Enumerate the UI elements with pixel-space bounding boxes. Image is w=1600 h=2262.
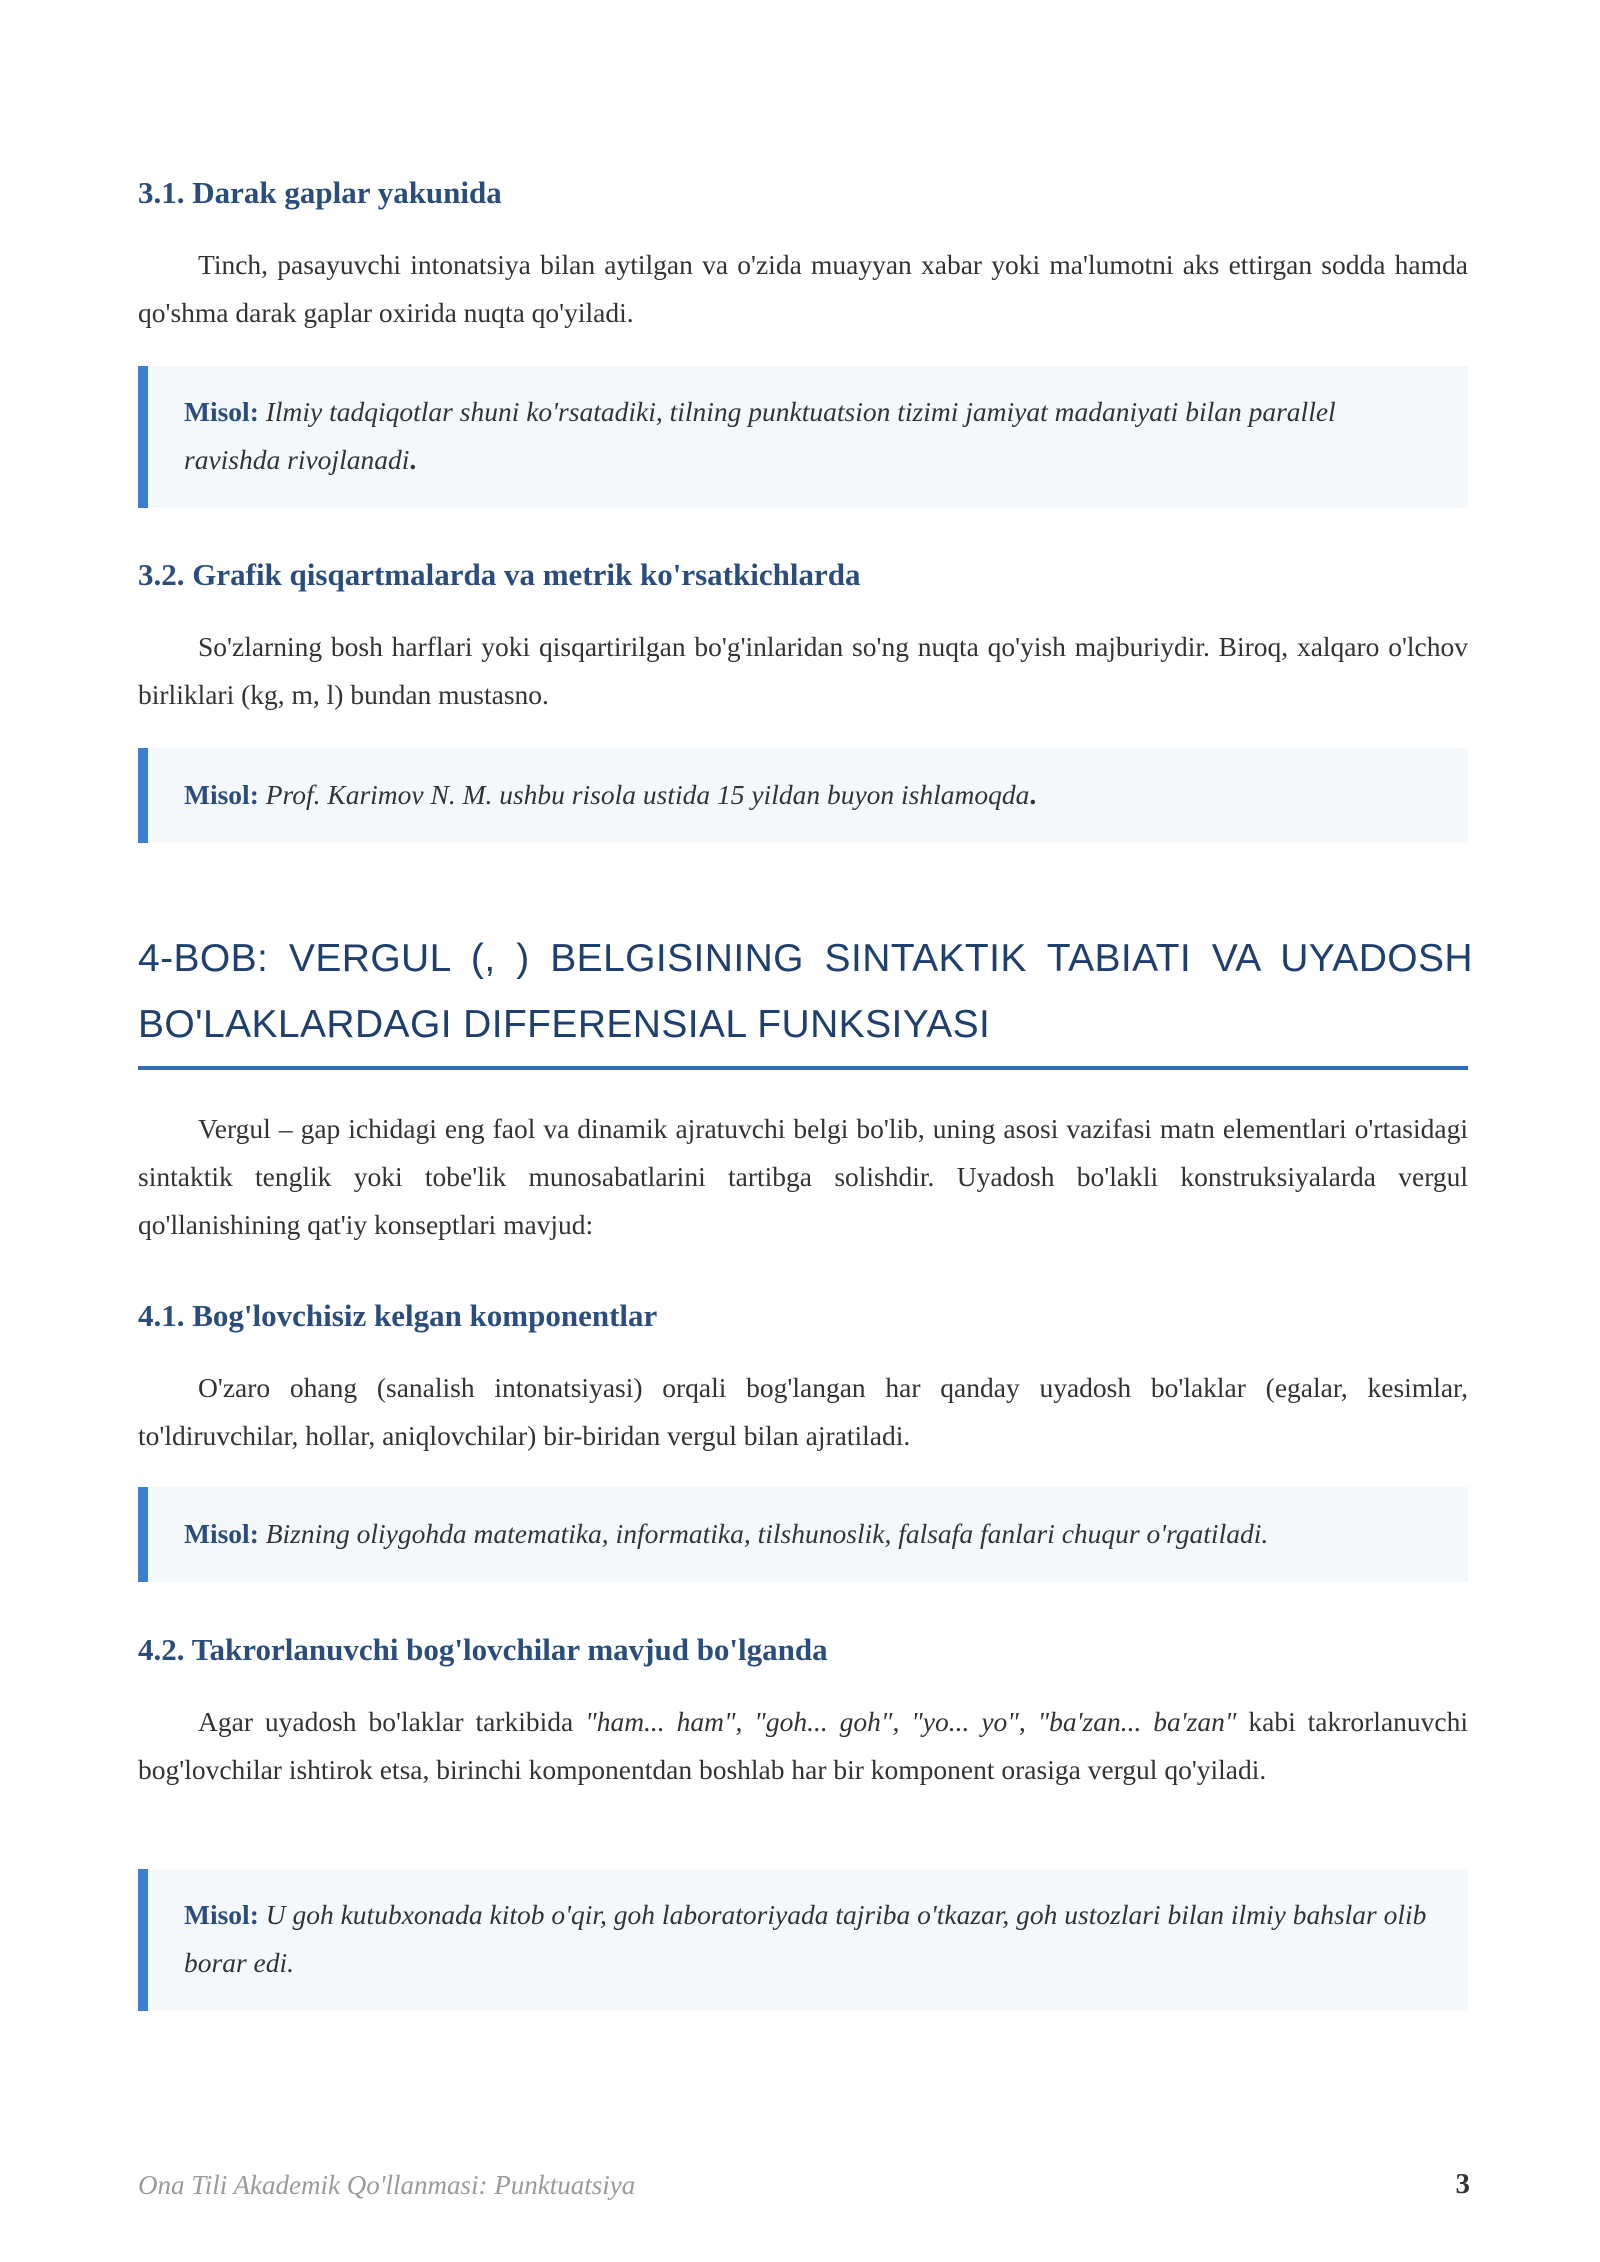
section-heading-4-2-text: 4.2. Takrorlanuvchi bog'lovchilar mavjud bo'lganda — [138, 1632, 828, 1667]
example-text: Ilmiy tadqiqotlar shuni ko'rsatadiki, tilning punktuatsion tizimi jamiyat madaniyati bilan parallel ravishda rivojlanadi — [184, 396, 1336, 475]
example-box-3-2 — [138, 748, 1468, 843]
example-label: Misol: — [184, 396, 259, 427]
section-heading-3-2: 3.2. Grafik qisqartmalarda va metrik ko'rsatkichlarda — [138, 557, 861, 592]
paragraph-4-2-quoted-conjunctions: "ham... ham", "goh... goh", "yo... yo", "ba'zan... ba'zan" — [585, 1706, 1237, 1737]
chapter-divider — [138, 1066, 1468, 1070]
section-paragraph-3-2: So'zlarning bosh harflari yoki qisqartirilgan bo'g'inlaridan so'ng nuqta qo'yish majburiydir. Biroq, xalqaro o'lchov birliklari (kg, m, l) bundan mustasno. — [138, 631, 1468, 710]
example-end-mark: . — [1029, 779, 1037, 810]
example-box-4-2 — [138, 1869, 1468, 2011]
example-label: Misol: — [184, 779, 259, 810]
paragraph-4-2-end: kabi takrorlanuvchi bog'lovchilar ishtirok etsa, birinchi komponentdan boshlab har bir komponent orasiga vergul qo'yiladi. — [138, 1706, 1468, 1785]
chapter-title: 4-BOB: VERGUL (, ) BELGISINING SINTAKTIK TABIATI VA UYADOSH BO'LAKLARDAGI DIFFERENSIAL FUNKSIYASI — [138, 937, 1473, 1046]
example-text: Prof. Karimov N. M. ushbu risola ustida 15 yildan buyon ishlamoqda — [265, 779, 1030, 810]
section-paragraph-4-2 — [138, 1698, 1468, 1794]
section-paragraph-4-1: O'zaro ohang (sanalish intonatsiyasi) orqali bog'langan har qanday uyadosh bo'laklar (egalar, kesimlar, to'ldiruvchilar, hollar, aniqlovchilar) bir-biridan vergul bilan ajratiladi. — [138, 1372, 1468, 1451]
section-heading-4-2 — [138, 1630, 828, 1670]
example-label: Misol: — [184, 1518, 259, 1549]
section-heading-3-1: 3.1. Darak gaplar yakunida — [138, 175, 502, 210]
section-paragraph-3-1: Tinch, pasayuvchi intonatsiya bilan aytilgan va o'zida muayyan xabar yoki ma'lumotni aks ettirgan sodda hamda qo'shma darak gaplar oxirida nuqta qo'yiladi. — [138, 249, 1468, 328]
example-box-4-1 — [138, 1487, 1468, 1582]
chapter-intro-paragraph: Vergul – gap ichidagi eng faol va dinamik ajratuvchi belgi bo'lib, uning asosi vazifasi matn elementlari o'rtasidagi sintaktik tenglik yoki tobe'lik munosabatlarini tartibga solishdir. Uyadosh bo'lakli konstruksiyalarda vergul qo'llanishining qat'iy konseptlari mavjud: — [138, 1113, 1468, 1240]
page-number: 3 — [1455, 2168, 1470, 2200]
example-text: U goh kutubxonada kitob o'qir, goh laboratoriyada tajriba o'tkazar, goh ustozlari bilan ilmiy bahslar olib borar edi. — [184, 1899, 1427, 1978]
paragraph-4-2-start: Agar uyadosh bo'laklar tarkibida — [198, 1706, 586, 1737]
example-label: Misol: — [184, 1899, 259, 1930]
example-end-mark: . — [409, 444, 417, 475]
section-heading-4-1: 4.1. Bog'lovchisiz kelgan komponentlar — [138, 1298, 658, 1333]
example-box-3-1 — [138, 366, 1468, 508]
footer-title: Ona Tili Akademik Qo'llanmasi: Punktuatsiya — [138, 2170, 636, 2200]
example-text: Bizning oliygohda matematika, informatika, tilshunoslik, falsafa fanlari chuqur o'rgatiladi. — [265, 1518, 1269, 1549]
